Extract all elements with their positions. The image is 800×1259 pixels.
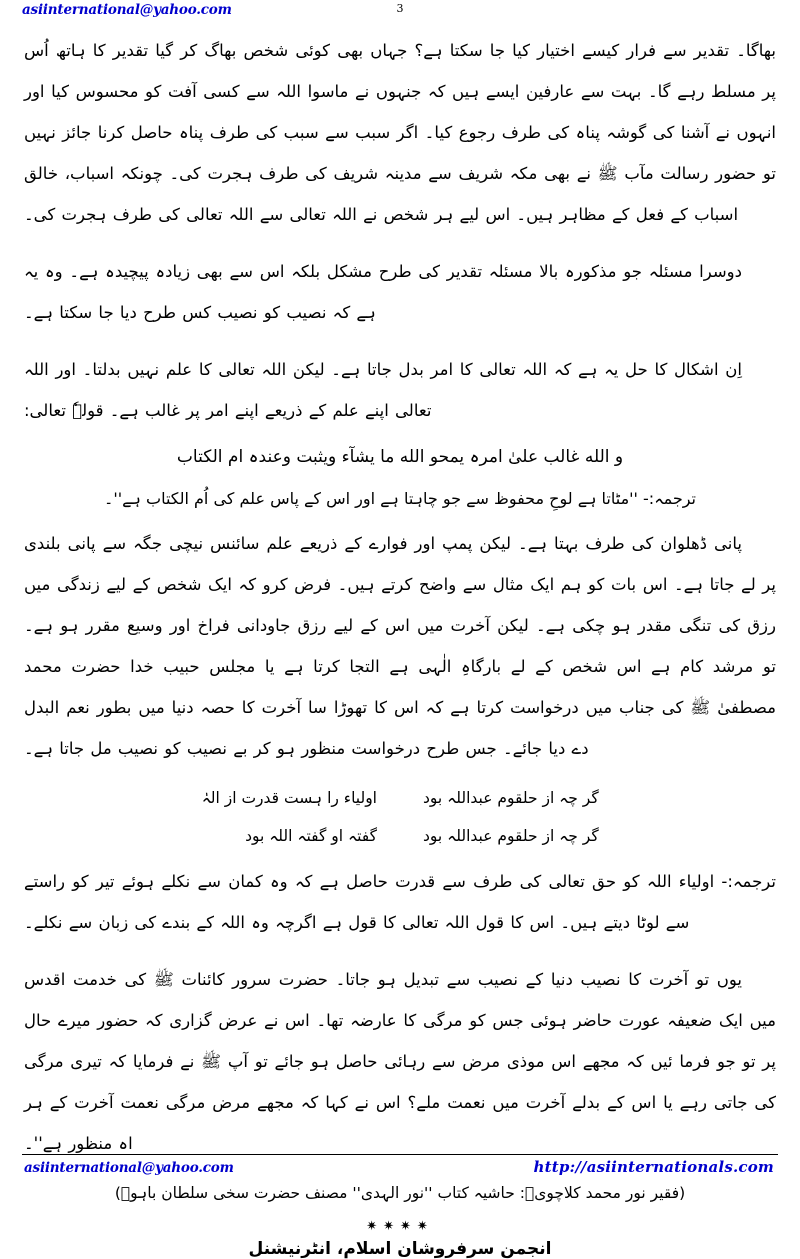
document-body: [24, 30, 776, 1259]
paragraph-continuation: بھاگا۔ تقدیر سے فرار کیسے اختیار کیا جا سکتا ہے؟ جہاں بھی کوئی شخص بھاگ کر گیا تقدیر کا ہاتھ اُس پر مسلط رہے گا۔ بہت سے عارفین ایسے ہیں کہ جنہوں نے ماسوا اللہ سے کسی آفت کو محسوس کیا اور انہوں نے آشنا کی گوشہ پناہ کی طرف رجوع کیا۔ اگر سبب سے سبب کی طرف پناہ حاصل کرنا جائز نہیں تو حضور رسالت مآب ﷺ نے بھی مکہ شریف سے مدینہ شریف کی طرف ہجرت کی۔ چونکہ اسباب، خالق اسباب کے فعل کے مظاہر ہیں۔ اس لیے ہر شخص نے اللہ تعالی سے اللہ تعالی کی طرف ہجرت کی۔: [24, 41, 776, 224]
footer-divider-rule: [22, 1154, 778, 1155]
couplet-row: [24, 817, 776, 855]
paragraph-second-issue: دوسرا مسئلہ جو مذکورہ بالا مسئلہ تقدیر کی طرح مشکل بلکہ اس سے بھی زیادہ پیچیدہ ہے۔ وہ یہ ہے کہ نصیب کو نصیب کس طرح دیا جا سکتا ہے۔: [24, 262, 742, 322]
header-email-link[interactable]: asiinternational@yahoo.com: [22, 2, 232, 18]
organization-name: انجمن سرفروشان اسلام، انٹرنیشنل: [248, 1239, 552, 1259]
ornament-divider: [24, 1220, 776, 1233]
ornament-star-icon: ✷: [383, 1219, 400, 1234]
footer-website-link[interactable]: http://asiinternationals.com: [533, 1158, 774, 1176]
paragraph-spacer: [24, 237, 776, 251]
paragraph-couplet-translation: ترجمہ:- اولیاء اللہ کو حق تعالی کی طرف سے قدرت حاصل ہے کہ وہ کمان سے نکلے ہوئے تیر کو راستے سے لوٹا دیتے ہیں۔ اس کا قول اللہ تعالی کا قول ہے اگرچہ وہ اللہ کے بندے کی زبان سے نکلے۔: [24, 872, 776, 932]
paragraph-spacer: [24, 945, 776, 959]
couplet-hemistich-first: اولیاء را ہست قدرت از الہٰ: [201, 789, 377, 807]
footer-email-link[interactable]: asiinternational@yahoo.com: [24, 1160, 234, 1176]
source-attribution: (فقیر نور محمد کلاچویؒ: حاشیہ کتاب ''نور الہدی'' مصنف حضرت سخی سلطان باہوؒ): [114, 1184, 686, 1202]
verse-translation: ترجمہ:- ''مٹاتا ہے لوحِ محفوظ سے جو چاہتا ہے اور اس کے پاس علم کی اُم الکتاب ہے''۔: [104, 489, 696, 508]
ornament-star-icon: ✷: [400, 1219, 417, 1234]
couplet-row: [24, 779, 776, 817]
paragraph-spacer: [24, 335, 776, 349]
page-number: 3: [396, 2, 404, 15]
persian-couplet-block: [24, 779, 776, 855]
paragraph-water-example: پانی ڈھلوان کی طرف بہتا ہے۔ لیکن پمپ اور فوارے کے ذریعے علم سائنس نیچی جگہ سے پانی بلندی پر لے جاتا ہے۔ اس بات کو ہم ایک مثال سے واضح کرتے ہیں۔ فرض کرو کہ ایک شخص کے لیے زندگی میں رزق کی تنگی مقدر ہو چکی ہے۔ لیکن آخرت میں اس کے لیے رزق جاودانی فراخ اور وسیع مقرر ہو ہے۔ تو مرشد کام ہے اس شخص کے لے بارگاہِ الٰہی ہے التجا کرتا ہے یا مجلس حبیب خدا حضرت محمد مصطفیٰ ﷺ کی جناب میں درخواست کرتا ہے کہ اس کا تھوڑا سا آخرت کا حصہ دنیا میں بطور نعم البدل دے دیا جائے۔ جس طرح درخواست منظور ہو کر بے نصیب کو نصیب مل جاتا ہے۔: [24, 534, 776, 758]
paragraph-resolution: اِن اشکال کا حل یہ ہے کہ اللہ تعالی کا امر بدل جاتا ہے۔ لیکن اللہ تعالی کا علم نہیں بدلتا۔ اور اللہ تعالی اپنے علم کے ذریعے اپنے امر پر غالب ہے۔ قولہٗ تعالی:: [24, 360, 742, 420]
couplet-hemistich-first: گفتہ او گفتہ اللہ بود: [245, 827, 377, 845]
couplet-hemistich-second: گر چہ از حلقوم عبداللہ بود: [423, 827, 599, 845]
ornament-star-icon: ✷: [366, 1219, 384, 1234]
paragraph-hadith-narrative: یوں تو آخرت کا نصیب دنیا کے نصیب سے تبدیل ہو جاتا۔ حضرت سرور کائنات ﷺ کی خدمت اقدس میں ایک ضعیفہ عورت حاضر ہوئی جس کو مرگی کا عارضہ تھا۔ اس نے عرض گزاری کہ حضور میرے حال پر تو جو فرما ئیں کہ مجھے اس موذی مرض سے رہائی حاصل ہو جائے تو آپ ﷺ نے فرمایا کہ تیری مرگی کی جاتی رہے یا اس کے بدلے آخرت میں نعمت ملے؟ اس نے کہا کہ مجھے مرض مرگی نعمت آخرت کے ہر اہ منظور ہے''۔: [24, 970, 776, 1153]
ornament-star-icon: ✷: [416, 1219, 434, 1234]
arabic-quranic-verse: و الله غالب علىٰ امرہ یمحو الله ما یشآء ویثبت وعندہ ام الکتاب: [176, 447, 624, 467]
couplet-hemistich-second: گر چہ از حلقوم عبداللہ بود: [423, 789, 599, 807]
